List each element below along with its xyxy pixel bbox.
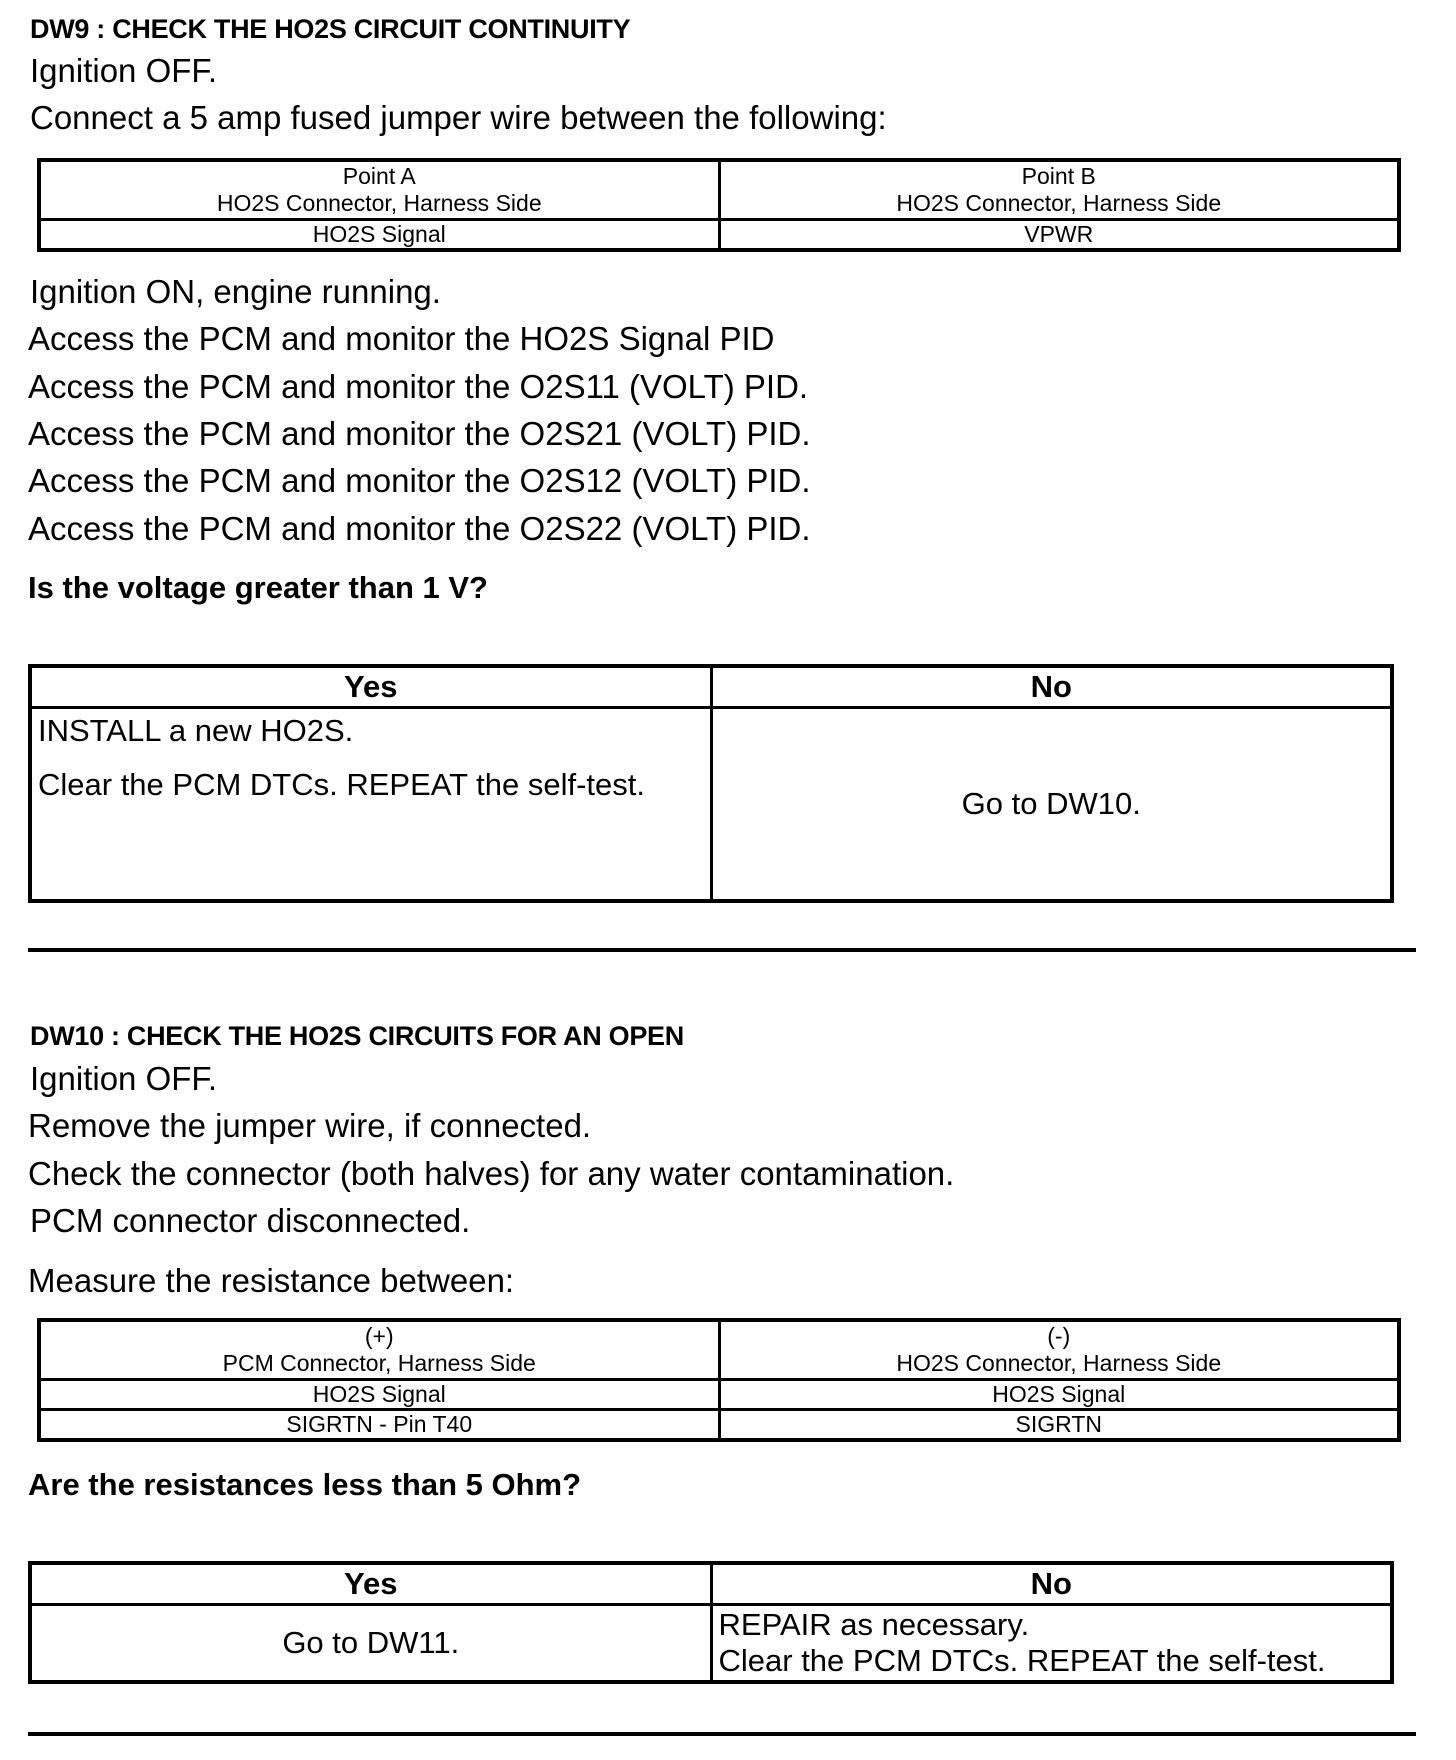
table-cell: SIGRTN bbox=[719, 1410, 1399, 1441]
section-divider bbox=[28, 948, 1416, 952]
no-line-repair: REPAIR as necessary. bbox=[718, 1607, 1030, 1642]
dw9-step-monitor-o2s22: Access the PCM and monitor the O2S22 (VOLT) PID. bbox=[28, 510, 811, 547]
table-cell: SIGRTN - Pin T40 bbox=[39, 1410, 719, 1441]
no-line-clear-dtcs: Clear the PCM DTCs. REPEAT the self-test. bbox=[718, 1643, 1326, 1678]
positive-header bbox=[39, 1320, 719, 1380]
dw9-step-monitor-o2s11: Access the PCM and monitor the O2S11 (VOLT) PID. bbox=[28, 368, 809, 405]
dw10-measure-text: Measure the resistance between: bbox=[28, 1262, 515, 1299]
dw10-resistance-table bbox=[37, 1318, 1401, 1442]
positive-connector: PCM Connector, Harness Side bbox=[222, 1350, 536, 1376]
dw10-step-remove-jumper: Remove the jumper wire, if connected. bbox=[28, 1107, 592, 1144]
table-row bbox=[39, 1380, 1399, 1410]
dw10-step-ignition-off: Ignition OFF. bbox=[30, 1060, 218, 1097]
dw9-step-ignition-off: Ignition OFF. bbox=[30, 52, 218, 89]
no-cell bbox=[711, 1605, 1392, 1683]
table-cell: HO2S Signal bbox=[719, 1380, 1399, 1410]
dw9-result-table bbox=[28, 664, 1394, 903]
yes-cell: Go to DW11. bbox=[30, 1605, 711, 1683]
dw9-step-connect-jumper: Connect a 5 amp fused jumper wire between the following: bbox=[30, 99, 887, 136]
no-header: No bbox=[711, 666, 1392, 708]
table-cell: HO2S Signal bbox=[39, 1380, 719, 1410]
dw9-step-monitor-o2s21: Access the PCM and monitor the O2S21 (VOLT) PID. bbox=[28, 415, 811, 452]
yes-line-clear-dtcs: Clear the PCM DTCs. REPEAT the self-test. bbox=[38, 767, 645, 802]
point-b-connector: HO2S Connector, Harness Side bbox=[896, 190, 1222, 216]
table-row bbox=[39, 220, 1399, 251]
table-header-row bbox=[30, 1563, 1392, 1605]
no-cell: Go to DW10. bbox=[711, 708, 1392, 902]
dw9-step-monitor-ho2s: Access the PCM and monitor the HO2S Signal PID bbox=[28, 320, 775, 357]
table-header-row bbox=[39, 160, 1399, 220]
negative-label: (-) bbox=[1047, 1323, 1071, 1349]
negative-connector: HO2S Connector, Harness Side bbox=[896, 1350, 1222, 1376]
dw9-step-ignition-on: Ignition ON, engine running. bbox=[30, 273, 441, 310]
dw9-question: Is the voltage greater than 1 V? bbox=[28, 570, 488, 605]
point-a-header bbox=[39, 160, 719, 220]
dw10-question: Are the resistances less than 5 Ohm? bbox=[28, 1467, 582, 1502]
dw10-result-table bbox=[28, 1561, 1394, 1684]
negative-header bbox=[719, 1320, 1399, 1380]
table-row bbox=[30, 1605, 1392, 1683]
section-divider bbox=[28, 1732, 1416, 1736]
dw9-heading: DW9 : CHECK THE HO2S CIRCUIT CONTINUITY bbox=[30, 14, 631, 44]
point-b-header bbox=[719, 160, 1399, 220]
table-row bbox=[30, 708, 1392, 902]
dw10-step-pcm-disconnected: PCM connector disconnected. bbox=[30, 1202, 471, 1239]
table-cell: HO2S Signal bbox=[39, 220, 719, 251]
yes-header: Yes bbox=[30, 666, 711, 708]
table-cell: VPWR bbox=[719, 220, 1399, 251]
point-b-label: Point B bbox=[1021, 163, 1096, 189]
table-row bbox=[39, 1410, 1399, 1441]
yes-header: Yes bbox=[30, 1563, 711, 1605]
dw10-step-check-water: Check the connector (both halves) for any water contamination. bbox=[28, 1155, 955, 1192]
table-header-row bbox=[39, 1320, 1399, 1380]
point-a-connector: HO2S Connector, Harness Side bbox=[216, 190, 542, 216]
table-header-row bbox=[30, 666, 1392, 708]
point-a-label: Point A bbox=[342, 163, 416, 189]
no-header: No bbox=[711, 1563, 1392, 1605]
positive-label: (+) bbox=[364, 1323, 394, 1349]
yes-line-install: INSTALL a new HO2S. bbox=[38, 713, 354, 748]
dw9-step-monitor-o2s12: Access the PCM and monitor the O2S12 (VOLT) PID. bbox=[28, 462, 811, 499]
yes-cell bbox=[30, 708, 711, 902]
dw9-connection-table bbox=[37, 158, 1401, 252]
dw10-heading: DW10 : CHECK THE HO2S CIRCUITS FOR AN OPEN bbox=[30, 1021, 684, 1051]
